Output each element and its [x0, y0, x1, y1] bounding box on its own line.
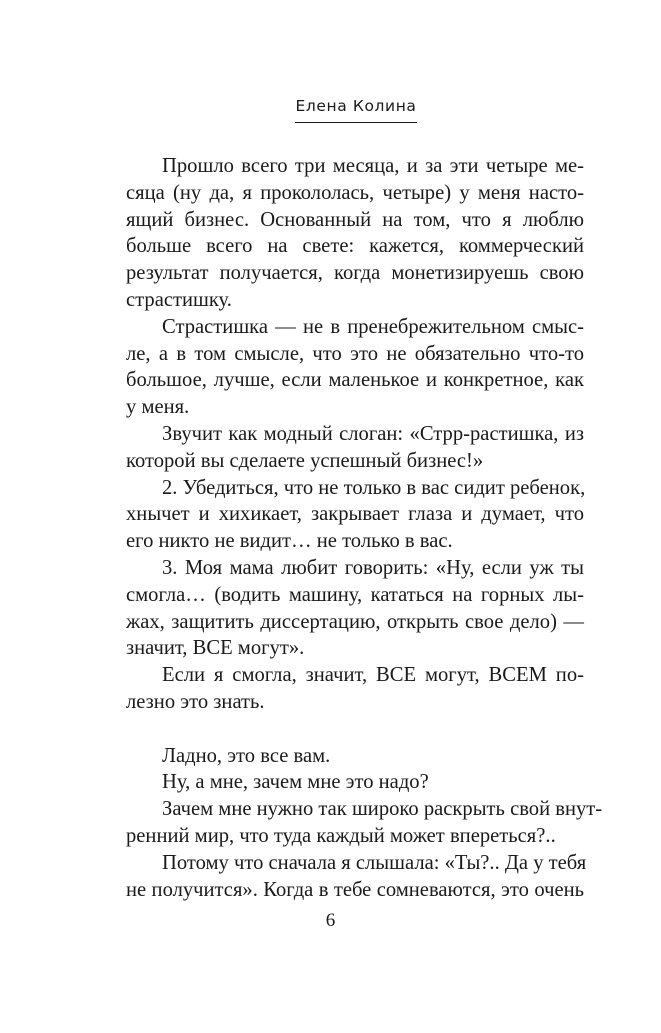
text-line: страстишку. — [126, 288, 232, 311]
text-line: не получится». Когда в тебе сомневаются, это очень — [126, 878, 584, 901]
body-text — [126, 153, 603, 903]
paragraph — [126, 850, 587, 904]
paragraph — [126, 769, 584, 796]
text-line: смогла… (водить машину, кататься на горных лы- — [126, 583, 584, 606]
running-head-rule — [295, 122, 417, 123]
paragraph — [126, 743, 584, 770]
paragraph — [126, 796, 603, 850]
text-line: лезно это знать. — [126, 690, 265, 713]
text-line: ле, а в том смысле, что это не обязательно что-то — [126, 342, 584, 365]
text-line: жах, защитить диссертацию, открыть свое дело) — — [126, 610, 584, 633]
text-line: Потому что сначала я слышала: «Ты?.. Да у тебя — [162, 851, 587, 874]
text-line: Ну, а мне, зачем мне это надо? — [162, 771, 429, 794]
page-number: 6 — [325, 910, 336, 931]
text-line: ящий бизнес. Основанный на том, что я люблю — [126, 208, 584, 231]
text-line: Если я смогла, значит, ВСЕ могут, ВСЕМ по- — [162, 664, 584, 687]
paragraph — [126, 153, 584, 314]
paragraph — [126, 475, 584, 555]
running-head-author: Елена Колина — [295, 97, 417, 115]
text-line: большое, лучше, если маленькое и конкретное, как — [126, 369, 584, 392]
text-line: у меня. — [126, 396, 190, 419]
text-line: Ладно, это все вам. — [162, 744, 331, 767]
text-line: результат получается, когда монетизируешь свою — [126, 262, 584, 285]
paragraph — [126, 314, 584, 421]
text-line: значит, ВСЕ могут». — [126, 637, 305, 660]
text-line: хнычет и хихикает, закрывает глаза и думает, что — [126, 503, 584, 526]
text-line: больше всего на свете: кажется, коммерческий — [126, 235, 584, 258]
text-line: Зачем мне нужно так широко раскрыть свой внут- — [162, 798, 603, 821]
paragraph — [126, 421, 584, 475]
text-line: которой вы сделаете успешный бизнес!» — [126, 449, 484, 472]
text-line: Звучит как модный слоган: «Стрр-растишка, из — [162, 422, 584, 445]
text-line: Прошло всего три месяца, и за эти четыре ме- — [162, 155, 584, 177]
section-break — [126, 716, 584, 743]
text-line: его никто не видит… не только в вас. — [126, 530, 453, 553]
text-line: 2. Убедиться, что не только в вас сидит ребенок, — [162, 476, 586, 499]
text-line: сяца (ну да, я прокололась, четыре) у меня насто- — [126, 181, 584, 204]
paragraph — [126, 555, 584, 662]
text-line: 3. Моя мама любит говорить: «Ну, если уж ты — [162, 556, 584, 579]
paragraph — [126, 662, 584, 716]
text-line: Страстишка — не в пренебрежительном смыс- — [162, 315, 584, 338]
text-line: ренний мир, что туда каждый может впереться?.. — [126, 824, 556, 847]
